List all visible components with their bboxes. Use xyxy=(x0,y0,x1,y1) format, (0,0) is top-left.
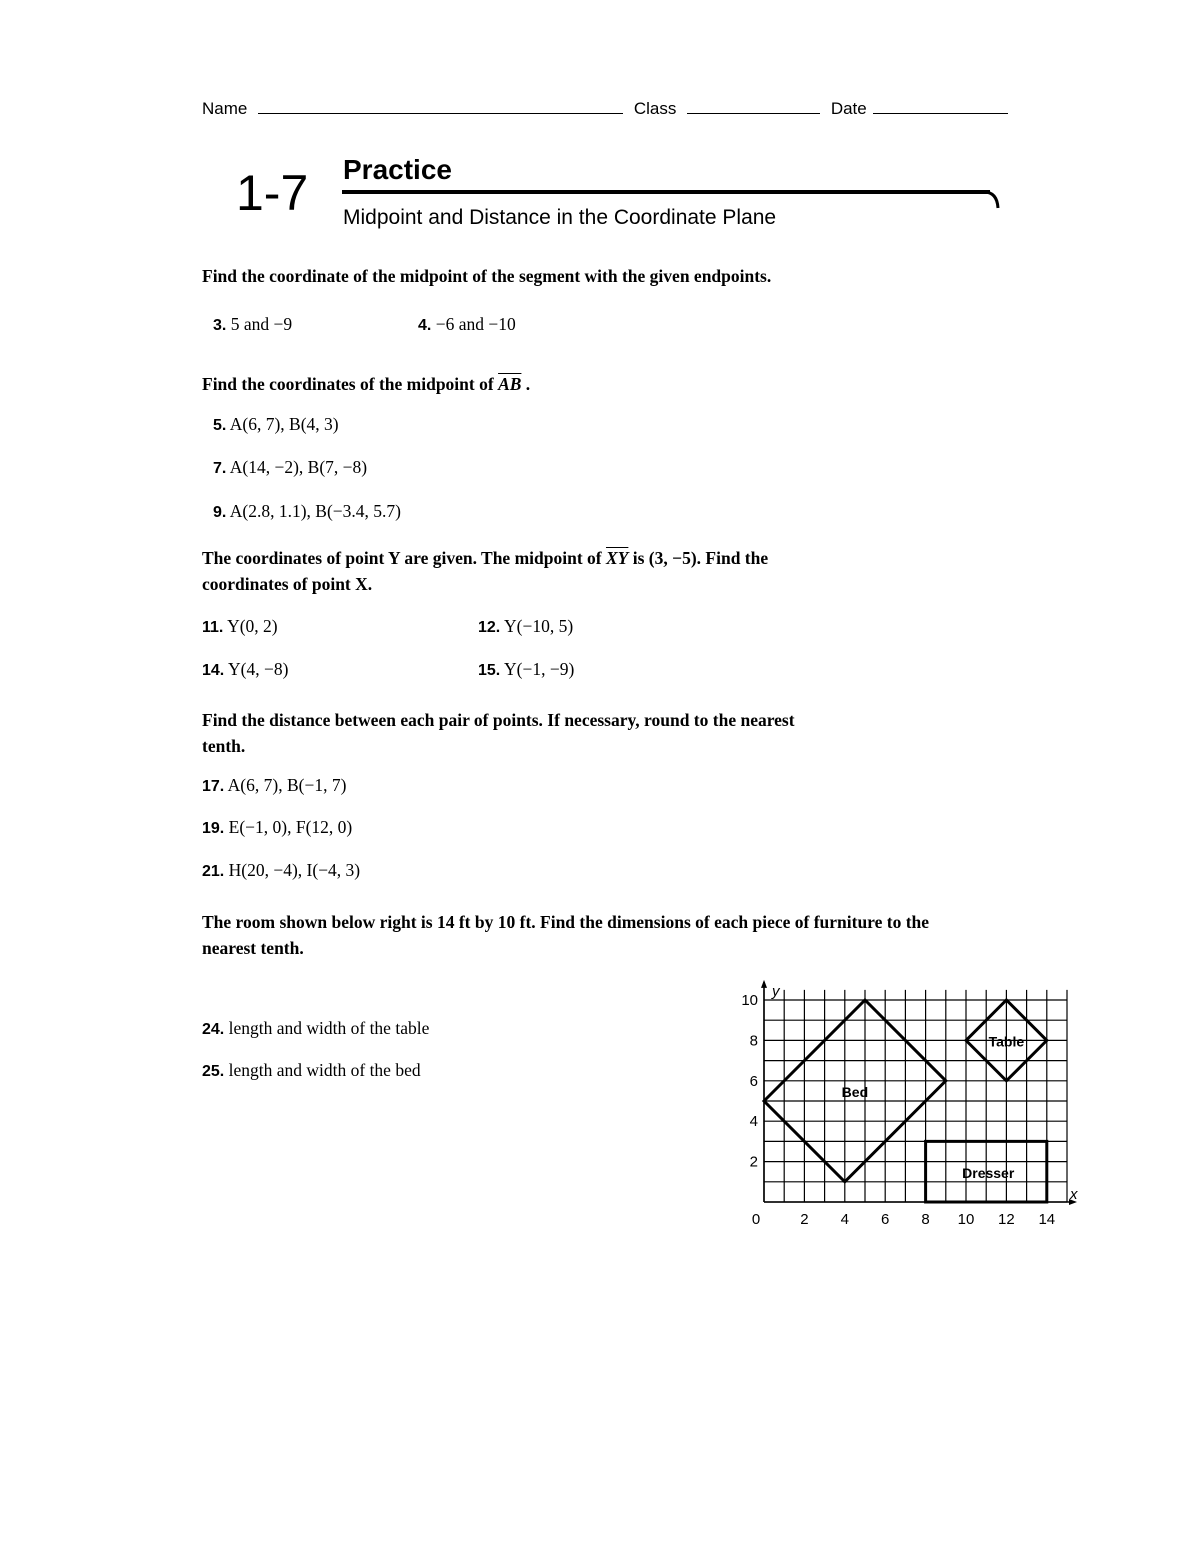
problem-24: 24. length and width of the table xyxy=(202,1018,430,1038)
problem-5: 5. A(6, 7), B(4, 3) xyxy=(213,414,339,434)
problem-25: 25. length and width of the bed xyxy=(202,1060,421,1080)
problem-17: 17. A(6, 7), B(−1, 7) xyxy=(202,775,347,795)
instruction-room: The room shown below right is 14 ft by 10 ft. Find the dimensions of each piece of furniture to the nearest tenth. xyxy=(202,912,930,958)
date-field[interactable] xyxy=(873,98,1008,114)
name-field[interactable] xyxy=(258,98,623,114)
title-rule xyxy=(342,190,990,194)
problem-11: 11. Y(0, 2) xyxy=(202,616,278,636)
x-tick-label: 6 xyxy=(881,1211,890,1228)
lesson-number: 1-7 xyxy=(236,165,309,221)
instruction-find-x: The coordinates of point Y are given. The midpoint of $\overline{XY}$ is (3, −5). Find the coordinates of point X. xyxy=(202,548,769,594)
room-floor-plan xyxy=(738,975,1078,1230)
date-label: Date xyxy=(830,99,867,118)
x-tick-label: 14 xyxy=(1038,1211,1056,1228)
y-tick-label: 8 xyxy=(749,1032,758,1050)
problem-7: 7. A(14, −2), B(7, −8) xyxy=(213,457,368,477)
x-tick-label: 12 xyxy=(998,1211,1015,1228)
x-tick-label: 4 xyxy=(840,1211,849,1228)
bed-label: Bed xyxy=(841,1083,869,1100)
class-label: Class xyxy=(633,99,677,118)
table-label: Table xyxy=(988,1033,1025,1050)
instruction-midpoint-ab: Find the coordinates of the midpoint of $\overline{AB}$ . xyxy=(202,374,531,394)
page-subtitle: Midpoint and Distance in the Coordinate Plane xyxy=(343,206,777,229)
y-axis-arrow xyxy=(761,980,767,988)
y-axis-label: y xyxy=(772,982,780,1000)
y-tick-label: 6 xyxy=(749,1072,758,1090)
instruction-midpoint-coordinate: Find the coordinate of the midpoint of the segment with the given endpoints. xyxy=(202,266,772,286)
problem-4: 4. −6 and −10 xyxy=(418,314,516,334)
page-title: Practice xyxy=(343,154,452,185)
x-tick-label: 10 xyxy=(957,1211,975,1228)
instruction-distance: Find the distance between each pair of points. If necessary, round to the nearest tenth. xyxy=(202,710,795,756)
y-tick-label: 2 xyxy=(749,1153,758,1171)
x-tick-label: 8 xyxy=(921,1211,930,1228)
problem-3: 3. 5 and −9 xyxy=(213,314,293,334)
x-tick-label: 0 xyxy=(751,1211,761,1228)
y-tick-label: 10 xyxy=(741,992,758,1009)
class-field[interactable] xyxy=(687,98,820,114)
problem-19: 19. E(−1, 0), F(12, 0) xyxy=(202,817,353,837)
problem-21: 21. H(20, −4), I(−4, 3) xyxy=(202,860,361,880)
problem-12: 12. Y(−10, 5) xyxy=(478,616,574,636)
dresser-label: Dresser xyxy=(962,1164,1015,1181)
segment-xy: $\overline{XY}$ xyxy=(605,548,629,568)
problem-9: 9. A(2.8, 1.1), B(−3.4, 5.7) xyxy=(213,501,402,521)
problem-14: 14. Y(4, −8) xyxy=(202,659,289,679)
title-rule-hook xyxy=(984,190,1000,210)
header-fields xyxy=(202,98,1008,119)
y-tick-label: 4 xyxy=(749,1113,758,1131)
x-axis-label: x xyxy=(1070,1186,1078,1203)
problem-15: 15. Y(−1, −9) xyxy=(478,659,575,679)
x-tick-label: 2 xyxy=(800,1211,809,1228)
segment-ab: $\overline{AB}$ xyxy=(498,374,522,394)
name-label: Name xyxy=(202,99,248,118)
